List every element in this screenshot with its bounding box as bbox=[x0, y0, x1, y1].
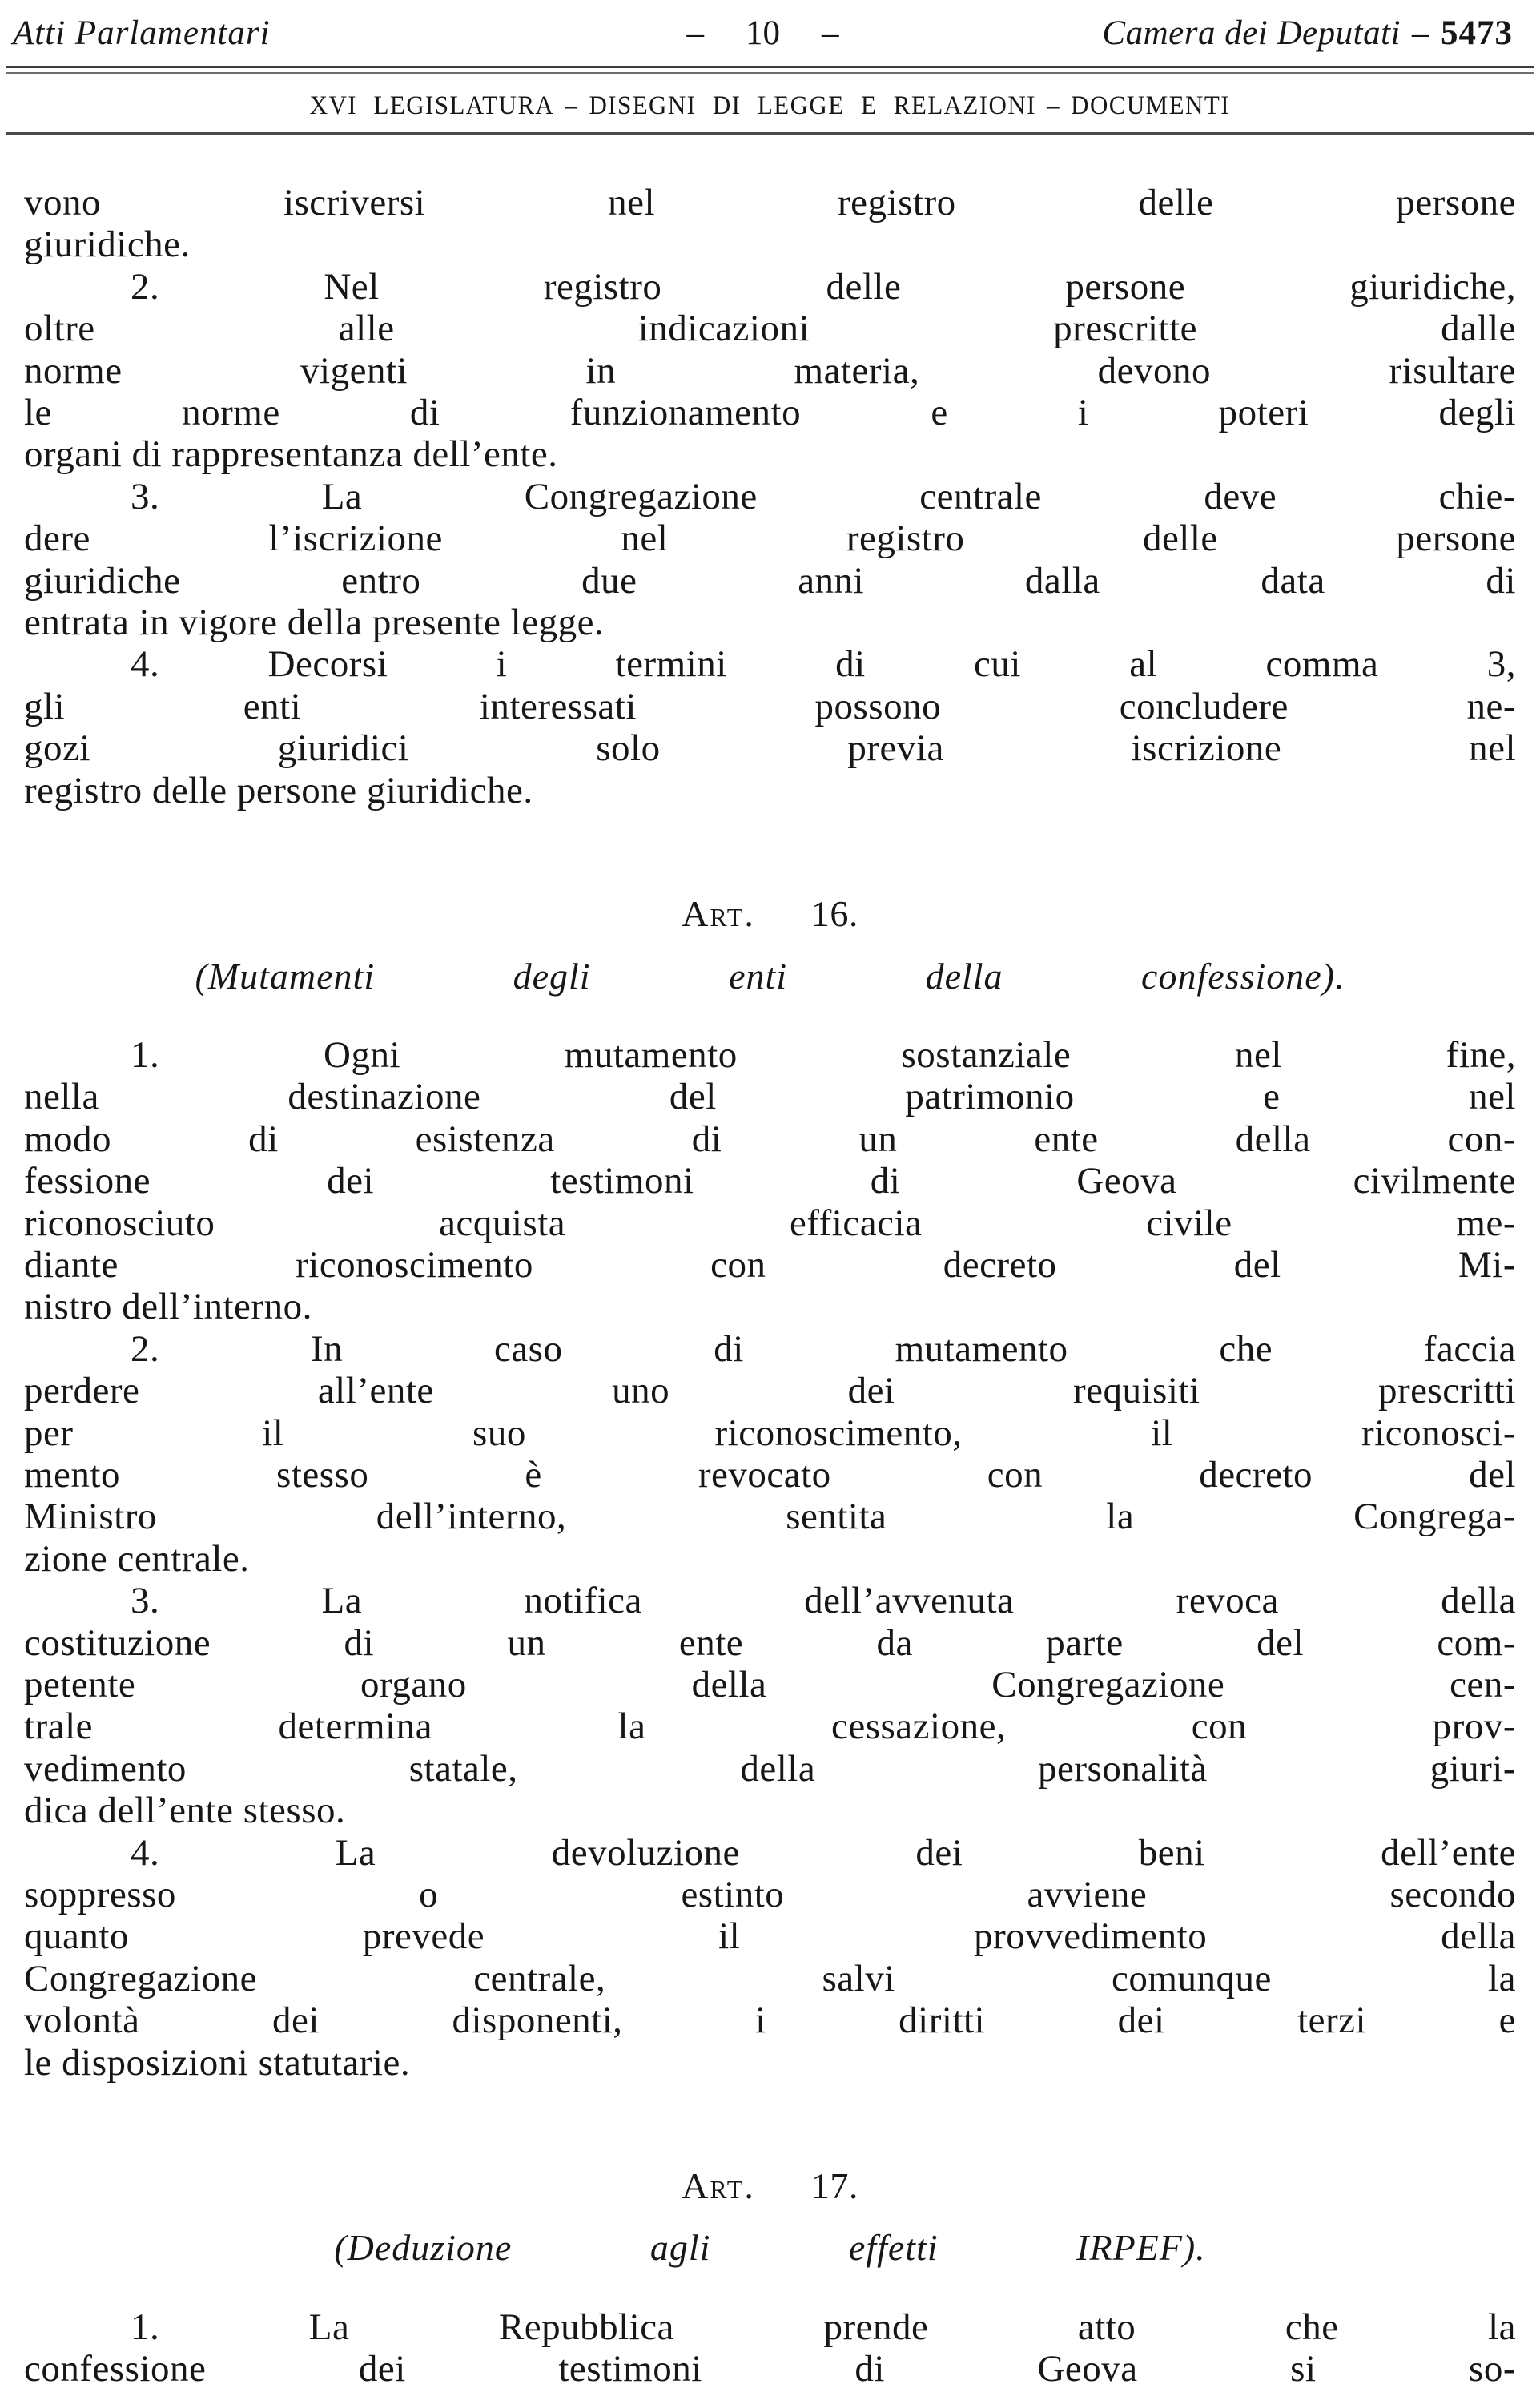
page-number-dash-left: – bbox=[686, 14, 704, 52]
page-number: 10 bbox=[746, 14, 780, 52]
text-line: Congregazione centrale, salvi comunque la bbox=[24, 1957, 1516, 1999]
text-line: norme vigenti in materia, devono risultare bbox=[24, 349, 1516, 392]
subheader-dash-1: – bbox=[565, 91, 579, 120]
header-page-number bbox=[687, 13, 839, 54]
text-line: 4. La devoluzione dei beni dell’ente bbox=[131, 1831, 1516, 1874]
paragraph bbox=[24, 2306, 1516, 2388]
section-label: DISEGNI DI LEGGE E RELAZIONI bbox=[589, 91, 1037, 120]
text-line: petente organo della Congregazione cen- bbox=[24, 1664, 1516, 1705]
text-line: dica dell’ente stesso. bbox=[24, 1790, 346, 1832]
text-line: quanto prevede il provvedimento della bbox=[24, 1915, 1516, 1958]
paragraph bbox=[24, 1580, 1516, 1831]
article-number: 17. bbox=[754, 2165, 858, 2207]
text-line: gli enti interessati possono concludere ne- bbox=[24, 685, 1516, 727]
text-line: confessione dei testimoni di Geova si so- bbox=[24, 2348, 1516, 2388]
documents-label: DOCUMENTI bbox=[1071, 91, 1231, 120]
text-line: oltre alle indicazioni prescritte dalle bbox=[24, 308, 1516, 350]
legislature-label: XVI LEGISLATURA bbox=[309, 91, 555, 120]
text-line: mento stesso è revocato con decreto del bbox=[24, 1453, 1516, 1496]
article-title: (Mutamenti degli enti della confessione). bbox=[195, 955, 1345, 997]
paragraph bbox=[24, 1328, 1516, 1580]
text-line: diante riconoscimento con decreto del Mi- bbox=[24, 1243, 1516, 1286]
header-right-dash: – bbox=[1412, 14, 1429, 52]
header-right-title bbox=[839, 13, 1514, 54]
text-line: organi di rappresentanza dell’ente. bbox=[24, 433, 558, 476]
text-line: nistro dell’interno. bbox=[24, 1286, 312, 1328]
text-line: modo di esistenza di un ente della con- bbox=[24, 1117, 1516, 1160]
article-label: Art. bbox=[682, 2165, 755, 2207]
text-line: zione centrale. bbox=[24, 1537, 250, 1580]
text-line: 1. Ogni mutamento sostanziale nel fine, bbox=[131, 1033, 1516, 1076]
double-rule bbox=[6, 66, 1534, 74]
text-line: giuridiche entro due anni dalla data di bbox=[24, 559, 1516, 602]
text-line: nella destinazione del patrimonio e nel bbox=[24, 1076, 1516, 1118]
text-line: per il suo riconoscimento, il riconosci- bbox=[24, 1411, 1516, 1454]
article-label: Art. bbox=[682, 893, 755, 935]
subheader bbox=[0, 91, 1540, 120]
paragraph bbox=[24, 476, 1516, 644]
subheader-text bbox=[310, 91, 1230, 120]
running-header bbox=[0, 0, 1540, 54]
single-rule bbox=[6, 132, 1534, 135]
article-heading bbox=[24, 2165, 1516, 2207]
text-line: Ministro dell’interno, sentita la Congrega- bbox=[24, 1496, 1516, 1538]
document-number: 5473 bbox=[1441, 14, 1513, 52]
paragraph bbox=[24, 1034, 1516, 1328]
paragraph bbox=[24, 266, 1516, 476]
text-line: trale determina la cessazione, con prov- bbox=[24, 1705, 1516, 1748]
text-line: le norme di funzionamento e i poteri degli bbox=[24, 392, 1516, 434]
document-body bbox=[24, 182, 1516, 2388]
text-line: 3. La notifica dell’avvenuta revoca della bbox=[131, 1580, 1516, 1622]
page-number-dash-right: – bbox=[822, 14, 839, 52]
text-line: vono iscriversi nel registro delle persone bbox=[24, 182, 1516, 223]
text-line: 4. Decorsi i termini di cui al comma 3, bbox=[131, 643, 1516, 686]
text-line: le disposizioni statutarie. bbox=[24, 2041, 411, 2084]
subheader-dash-2: – bbox=[1047, 91, 1061, 120]
text-line: entrata in vigore della presente legge. bbox=[24, 602, 605, 644]
text-line: 2. Nel registro delle persone giuridiche, bbox=[131, 265, 1516, 308]
text-line: perdere all’ente uno dei requisiti prescritti bbox=[24, 1370, 1516, 1412]
text-line: costituzione di un ente da parte del com- bbox=[24, 1621, 1516, 1664]
paragraph bbox=[24, 643, 1516, 811]
article-heading bbox=[24, 893, 1516, 935]
paragraph bbox=[24, 182, 1516, 266]
text-line: dere l’iscrizione nel registro delle persone bbox=[24, 517, 1516, 560]
text-line: registro delle persone giuridiche. bbox=[24, 769, 533, 811]
text-line: 2. In caso di mutamento che faccia bbox=[131, 1327, 1516, 1370]
text-line: vedimento statale, della personalità giuri- bbox=[24, 1747, 1516, 1790]
paragraph bbox=[24, 1832, 1516, 2084]
chamber-title: Camera dei Deputati bbox=[1102, 14, 1401, 52]
text-line: fessione dei testimoni di Geova civilmente bbox=[24, 1160, 1516, 1202]
text-line: gozi giuridici solo previa iscrizione nel bbox=[24, 727, 1516, 770]
text-line: riconosciuto acquista efficacia civile me- bbox=[24, 1202, 1516, 1244]
text-line: soppresso o estinto avviene secondo bbox=[24, 1874, 1516, 1916]
article-number: 16. bbox=[754, 893, 858, 935]
header-left-title: Atti Parlamentari bbox=[13, 14, 271, 52]
text-line: 3. La Congregazione centrale deve chie- bbox=[131, 475, 1516, 517]
text-line: giuridiche. bbox=[24, 223, 191, 266]
text-line: 1. La Repubblica prende atto che la bbox=[131, 2305, 1516, 2348]
text-line: volontà dei disponenti, i diritti dei terzi e bbox=[24, 1999, 1516, 2042]
article-title: (Deduzione agli effetti IRPEF). bbox=[334, 2227, 1206, 2269]
